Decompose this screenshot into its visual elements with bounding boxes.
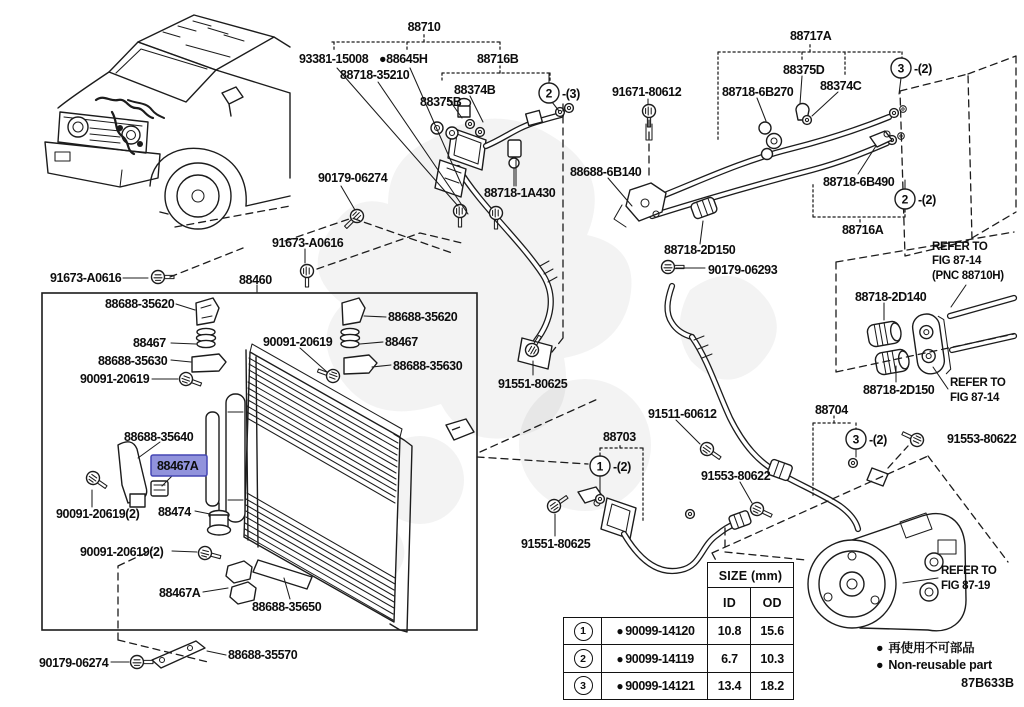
- refer-14b-line1: REFER TO: [950, 377, 1006, 389]
- part-label-90091-20619-2b[interactable]: 90091-20619(2): [80, 545, 164, 559]
- size-table-row2-part[interactable]: [601, 644, 708, 673]
- part-label-91551-80625-bottom[interactable]: 91551-80625: [521, 537, 591, 551]
- size-table-col-id: ID: [707, 587, 752, 618]
- part-label-90179-06274-bottom[interactable]: 90179-06274: [39, 656, 109, 670]
- part-label-88467-left[interactable]: 88467: [133, 336, 166, 350]
- callout-2a: [539, 83, 580, 103]
- vehicle-illustration: [45, 15, 290, 229]
- nonreusable-bullet-icon: ●: [876, 641, 884, 655]
- bolt-91553-left: [748, 500, 774, 521]
- connector-2d140: [866, 320, 902, 347]
- figure-code: 87B633B: [961, 676, 1014, 690]
- part-label-88688-35570[interactable]: 88688-35570: [228, 648, 298, 662]
- part-label-88688-35630-right[interactable]: 88688-35630: [393, 359, 463, 373]
- part-label-88645h[interactable]: ●88645H: [379, 52, 428, 66]
- highlighted-part[interactable]: [151, 455, 207, 476]
- part-label-88688-35620-left[interactable]: 88688-35620: [105, 297, 175, 311]
- part-label-88688-35620-right[interactable]: 88688-35620: [388, 310, 458, 324]
- refer-14b-line2: FIG 87-14: [950, 392, 1000, 404]
- part-label-88717a[interactable]: 88717A: [790, 29, 832, 43]
- part-label-88688-35640[interactable]: 88688-35640: [124, 430, 194, 444]
- cushion-88467-right: [341, 328, 360, 347]
- refer-19-line2: FIG 87-19: [941, 580, 991, 592]
- nonreusable-bullet-icon: ●: [876, 658, 884, 672]
- refer-14a-line2: FIG 87-14: [932, 255, 982, 267]
- callout-3a-number: 3: [897, 61, 905, 76]
- plate-35630-left: [192, 354, 226, 372]
- part-label-88688-35650[interactable]: 88688-35650: [252, 600, 322, 614]
- size-table-header: SIZE (mm): [707, 562, 794, 589]
- part-label-88718-2d150-right[interactable]: 88718-2D150: [863, 383, 935, 397]
- part-label-88688-6b140[interactable]: 88688-6B140: [570, 165, 642, 179]
- part-label-88375b[interactable]: 88375B: [420, 95, 462, 109]
- cushion-88467-left: [197, 328, 216, 347]
- callout-1a-qty: -(2): [613, 460, 631, 474]
- size-table-col-od: OD: [750, 587, 794, 618]
- callout-2b-number: 2: [901, 192, 909, 207]
- part-label-90179-06274-top[interactable]: 90179-06274: [318, 171, 388, 185]
- refer-14a-line3: (PNC 88710H): [932, 270, 1004, 282]
- size-table-row3-od: 18.2: [750, 672, 794, 701]
- callout-2a-number: 2: [545, 86, 553, 101]
- callout-2a-qty: -(3): [562, 87, 580, 101]
- part-label-88474[interactable]: 88474: [158, 505, 191, 519]
- bulkhead-connectors: [866, 298, 1014, 377]
- circled-number-1: 1: [574, 622, 593, 641]
- legend-en-text: Non-reusable part: [888, 658, 992, 672]
- size-table-row2-id: 6.7: [707, 644, 752, 673]
- part-label-88718-35210[interactable]: 88718-35210: [340, 68, 410, 82]
- part-label-88716b[interactable]: 88716B: [477, 52, 519, 66]
- part-number-90099-14120: 90099-14120: [625, 624, 695, 639]
- connector-2d150: [874, 348, 910, 375]
- part-label-88467a-highlighted[interactable]: 88467A: [157, 459, 199, 473]
- part-label-91551-80625-top[interactable]: 91551-80625: [498, 377, 568, 391]
- part-label-93381-15008[interactable]: 93381-15008: [299, 52, 369, 66]
- refer-19-line1: REFER TO: [941, 565, 997, 577]
- callout-3a-qty: -(2): [914, 62, 932, 76]
- callout-3b-number: 3: [852, 432, 860, 447]
- refer-14a-line1: REFER TO: [932, 241, 988, 253]
- size-table-row1-callout: [563, 617, 603, 646]
- callout-2b: [895, 189, 936, 209]
- circled-number-2: 2: [574, 649, 593, 668]
- part-label-88688-35630-left[interactable]: 88688-35630: [98, 354, 168, 368]
- part-label-88703[interactable]: 88703: [603, 430, 636, 444]
- part-number-90099-14119: 90099-14119: [625, 651, 694, 666]
- part-label-88710[interactable]: 88710: [407, 20, 441, 34]
- part-label-88718-1a430[interactable]: 88718-1A430: [484, 186, 556, 200]
- size-table-row1-part[interactable]: [601, 617, 708, 646]
- bolt-91511: [698, 440, 724, 464]
- part-label-88375d[interactable]: 88375D: [783, 63, 825, 77]
- bolt-91553-right: [900, 427, 926, 448]
- bolt-90091-2b: [197, 545, 222, 563]
- bracket-35620-left: [196, 298, 219, 325]
- bolt-90179-06293: [662, 261, 685, 274]
- circled-number-3: 3: [574, 676, 593, 695]
- size-table-row1-id: 10.8: [707, 617, 752, 646]
- nonreusable-bullet-icon: ●: [616, 678, 624, 693]
- part-label-91671-80612[interactable]: 91671-80612: [612, 85, 682, 99]
- size-table-row3-callout: [563, 672, 603, 701]
- legend: [876, 640, 1014, 674]
- part-label-90091-20619-mid[interactable]: 90091-20619: [263, 335, 333, 349]
- part-label-90091-20619-left[interactable]: 90091-20619: [80, 372, 150, 386]
- callout-3b: [846, 429, 887, 449]
- size-table-row3-part[interactable]: [601, 672, 708, 701]
- part-label-88716a[interactable]: 88716A: [842, 223, 884, 237]
- part-label-90179-06293[interactable]: 90179-06293: [708, 263, 778, 277]
- legend-jp-text: 再使用不可部品: [888, 641, 975, 655]
- legend-en: [876, 657, 1014, 674]
- part-label-90091-20619-2a[interactable]: 90091-20619(2): [56, 507, 140, 521]
- size-table: [563, 562, 794, 699]
- part-label-88460[interactable]: 88460: [239, 273, 272, 287]
- clip-88467a-lower-1: [226, 561, 252, 583]
- part-label-88718-6b270[interactable]: 88718-6B270: [722, 85, 794, 99]
- part-label-88467-right[interactable]: 88467: [385, 335, 418, 349]
- part-label-91553-80622-right[interactable]: 91553-80622: [947, 432, 1017, 446]
- bolt-90091-left: [178, 371, 204, 391]
- part-label-88718-2d150-mid[interactable]: 88718-2D150: [664, 243, 736, 257]
- part-label-91673-a0616-right[interactable]: 91673-A0616: [272, 236, 344, 250]
- part-label-91553-80622-left[interactable]: 91553-80622: [701, 469, 771, 483]
- part-label-88704[interactable]: 88704: [815, 403, 848, 417]
- part-label-91673-a0616-left[interactable]: 91673-A0616: [50, 271, 122, 285]
- size-table-row1-od: 15.6: [750, 617, 794, 646]
- part-label-91511-60612[interactable]: 91511-60612: [648, 407, 717, 421]
- callout-3a: [891, 58, 932, 78]
- callout-2b-qty: -(2): [918, 193, 936, 207]
- part-label-88718-6b490[interactable]: 88718-6B490: [823, 175, 895, 189]
- size-table-row2-callout: [563, 644, 603, 673]
- callout-3b-qty: -(2): [869, 433, 887, 447]
- part-number-90099-14121: 90099-14121: [625, 678, 695, 693]
- part-label-88374b[interactable]: 88374B: [454, 83, 496, 97]
- size-table-row2-od: 10.3: [750, 644, 794, 673]
- legend-jp: [876, 640, 1014, 657]
- part-label-88374c[interactable]: 88374C: [820, 79, 862, 93]
- bolt-90091-2a: [84, 469, 110, 493]
- callout-1a-number: 1: [596, 459, 604, 474]
- size-table-row3-id: 13.4: [707, 672, 752, 701]
- nonreusable-bullet-icon: ●: [616, 651, 624, 666]
- bolt-91673-right: [301, 265, 314, 288]
- part-label-88718-2d140[interactable]: 88718-2D140: [855, 290, 927, 304]
- part-label-88467a-bottom[interactable]: 88467A: [159, 586, 201, 600]
- nonreusable-bullet-icon: ●: [616, 624, 624, 639]
